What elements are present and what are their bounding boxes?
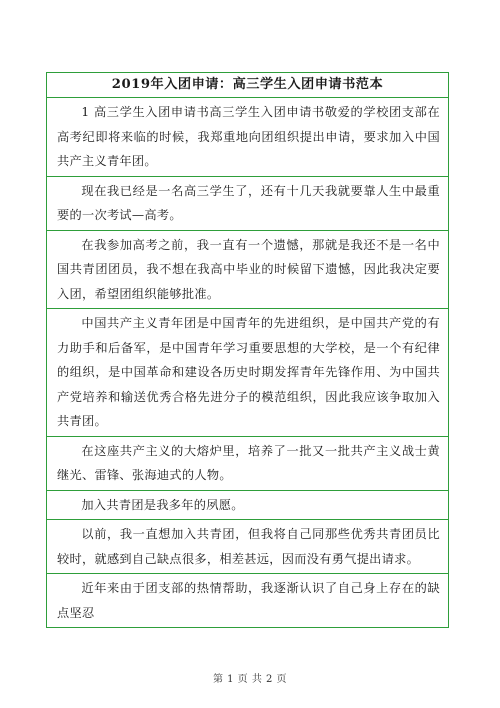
paragraph-3: 在我参加高考之前，我一直有一个遗憾，那就是我还不是一名中国共青团团员，我不想在我高中毕业的时候留下遗憾，因此我决定要入团，希望团组织能够批准。 [47,231,448,310]
paragraph-8: 近年来由于团支部的热情帮助，我逐渐认识了自己身上存在的缺点坚忍 [57,581,440,620]
paragraph-7: 以前，我一直想加入共青团，但我将自己同那些优秀共青团员比较时，就感到自己缺点很多，相差甚远，因而没有勇气提出请求。 [47,520,448,574]
paragraph-2: 现在我已经是一名高三学生了，还有十几天我就要靠人生中最重要的一次考试—高考。 [47,177,448,231]
document-title: 2019年入团申请：高三学生入团申请书范本 [47,73,448,98]
paragraph-6: 加入共青团是我多年的夙愿。 [47,491,448,521]
paragraph-5: 在这座共产主义的大熔炉里，培养了一批又一批共产主义战士黄继光、雷锋、张海迪式的人物。 [47,437,448,491]
paragraph-1: 1 高三学生入团申请书高三学生入团申请书敬爱的学校团支部在高考纪即将来临的时候，我郑重地向团组织提出申请，要求加入中国共产主义青年团。 [47,98,448,177]
paragraph-4: 中国共产主义青年团是中国青年的先进组织，是中国共产党的有力助手和后备军，是中国青年学习重要思想的大学校，是一个有纪律的组织，是中国革命和建设各历史时期发挥青年先锋作用、为中国共产党培养和输送优秀合格先进分子的模范组织，因此我应该争取加入共青团。 [47,309,448,437]
application-table [46,72,449,628]
page-number-footer: 第 1 页 共 2 页 [212,674,288,685]
